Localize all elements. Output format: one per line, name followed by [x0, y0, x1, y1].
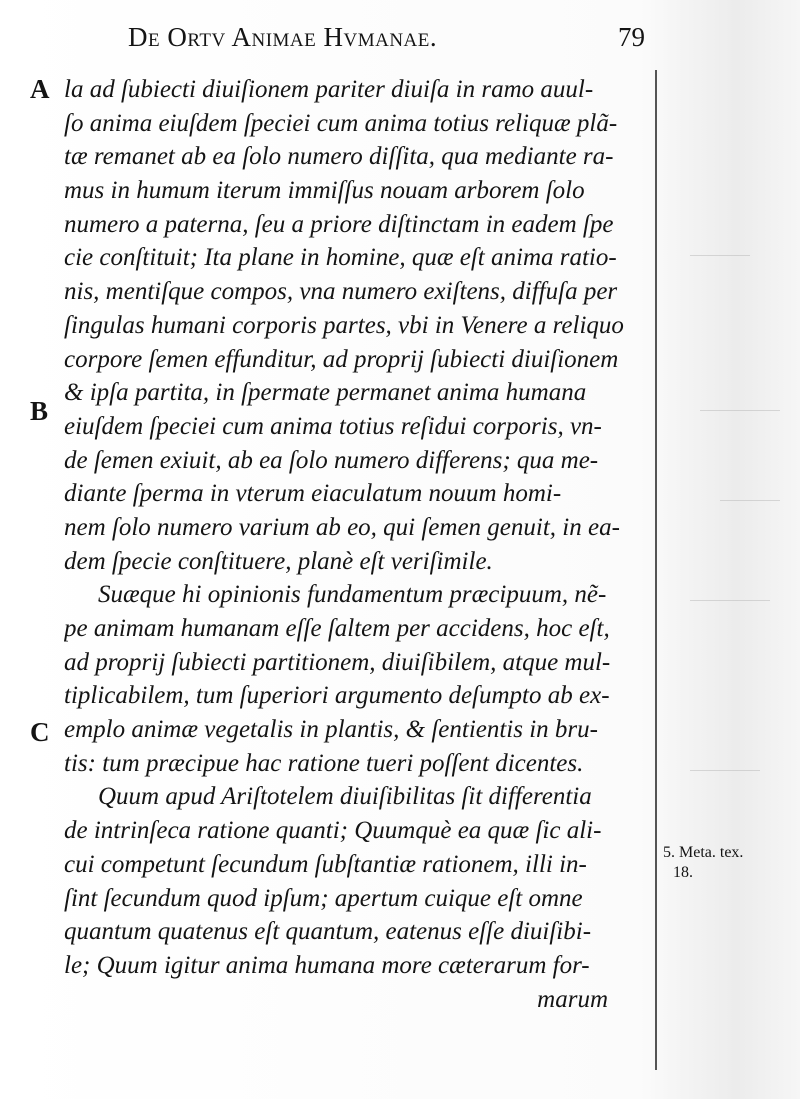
text-line: Quum apud Ariſtotelem diuiſibilitas ſit differentia [98, 783, 592, 811]
bleed-through-mark [720, 500, 780, 513]
text-line: emplo animæ vegetalis in plantis, & ſentientis in bru- [64, 716, 598, 744]
margin-note-line: 18. [673, 864, 693, 881]
bleed-through-mark [690, 600, 770, 613]
bleed-through-mark [690, 255, 750, 266]
text-line: ſint ſecundum quod ipſum; apertum cuique eſt omne [64, 884, 583, 912]
text-line: la ad ſubiecti diuiſionem pariter diuiſa in ramo auul- [64, 76, 594, 103]
text-line: tis: tum præcipue hac ratione tueri poſſent dicentes. [64, 749, 584, 777]
bleed-through-mark [690, 770, 760, 783]
text-line: ad proprij ſubiecti partitionem, diuiſibilem, atque mul- [64, 648, 611, 676]
text-line: dem ſpecie conſtituere, planè eſt veriſimile. [64, 547, 493, 575]
bleed-through-mark [700, 410, 780, 423]
text-line: tiplicabilem, tum ſuperiori argumento deſumpto ab ex- [64, 682, 610, 710]
running-title: De Ortv Animae Hvmanae. [128, 22, 438, 52]
text-line: diante ſperma in vterum eiaculatum nouum homi- [64, 480, 562, 508]
text-line: tæ remanet ab ea ſolo numero diſſita, qua mediante ra- [64, 143, 614, 171]
catchword: marum [537, 985, 608, 1013]
body-text [64, 73, 656, 1016]
margin-note-line: 5. Meta. tex. [663, 844, 744, 861]
margin-note [663, 843, 743, 883]
text-line: eiuſdem ſpeciei cum anima totius reſidui corporis, vn- [64, 412, 602, 440]
text-line: de ſemen exiuit, ab ea ſolo numero differens; qua me- [64, 446, 599, 474]
text-line: pe animam humanam eſſe ſaltem per accidens, hoc eſt, [64, 615, 610, 642]
section-letter-a: A [30, 74, 50, 104]
section-letter-c: C [30, 717, 50, 747]
text-line: corpore ſemen effunditur, ad proprij ſubiecti diuiſionem [64, 345, 619, 373]
text-line: Suæque hi opinionis fundamentum præcipuum, nẽ- [98, 581, 607, 609]
text-line: numero a paterna, ſeu a priore diſtinctam in eadem ſpe [64, 210, 614, 238]
text-line: mus in humum iterum immiſſus nouam arborem ſolo [64, 177, 585, 205]
page-number: 79 [618, 22, 645, 52]
text-line: quantum quatenus eſt quantum, eatenus eſſe diuiſibi- [64, 918, 592, 946]
text-line: & ipſa partita, in ſpermate permanet anima humana [64, 379, 587, 407]
running-header [128, 22, 668, 62]
text-line: cui competunt ſecundum ſubſtantiæ rationem, illi in- [64, 850, 587, 878]
text-line: ſo anima eiuſdem ſpeciei cum anima totius reliquæ plã- [64, 109, 618, 137]
text-line: le; Quum igitur anima humana more cæterarum for- [64, 951, 590, 979]
text-line: ſingulas humani corporis partes, vbi in Venere a reliquo [64, 311, 624, 339]
text-line: de intrinſeca ratione quanti; Quumquè ea quæ ſic ali- [64, 817, 602, 845]
section-letter-b: B [30, 396, 49, 426]
text-line: cie conſtituit; Ita plane in homine, quæ eſt anima ratio- [64, 244, 617, 272]
text-line: nis, mentiſque compos, vna numero exiſtens, diffuſa per [64, 278, 618, 306]
text-line: nem ſolo numero varium ab eo, qui ſemen genuit, in ea- [64, 513, 620, 541]
